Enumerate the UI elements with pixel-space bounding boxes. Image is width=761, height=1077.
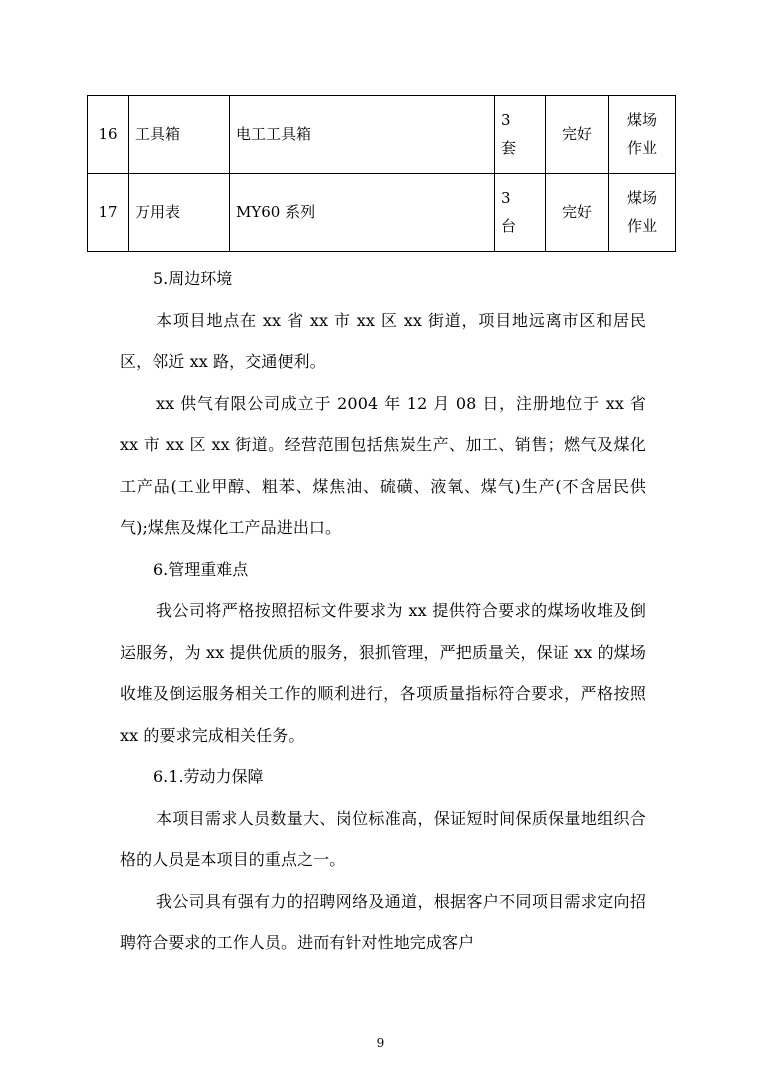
table-cell-spec: MY60 系列 bbox=[230, 174, 495, 252]
page-number: 9 bbox=[376, 1036, 385, 1050]
table-cell-use bbox=[609, 174, 676, 252]
paragraph-6-1-1: 本项目需求人员数量大、岗位标准高，保证短时间保质保量地组织合格的人员是本项目的重点之一。 bbox=[120, 808, 646, 869]
table-cell-quantity bbox=[495, 174, 546, 252]
table-cell-use bbox=[609, 96, 676, 174]
use-stack bbox=[615, 185, 669, 241]
paragraph-6-1-2: 我公司具有强有力的招聘网络及通道，根据客户不同项目需求定向招聘符合要求的工作人员。进而有针对性地完成客户 bbox=[120, 891, 646, 952]
table-cell-name: 万用表 bbox=[129, 174, 230, 252]
table-row bbox=[88, 174, 676, 252]
table-row bbox=[88, 96, 676, 174]
table-cell-name: 工具箱 bbox=[129, 96, 230, 174]
quantity-number: 3 bbox=[501, 188, 511, 207]
equipment-table bbox=[87, 95, 676, 252]
quantity-unit: 台 bbox=[501, 216, 517, 235]
quantity-number: 3 bbox=[501, 110, 511, 129]
table-cell-quantity bbox=[495, 96, 546, 174]
heading-section-6-1: 6.1.劳动力保障 bbox=[153, 767, 264, 786]
paragraph-5-2: xx 供气有限公司成立于 2004 年 12 月 08 日，注册地位于 xx 省 xx 市 xx 区 xx 街道。经营范围包括焦炭生产、加工、销售；燃气及煤化工产品(工业甲醇、粗苯、煤焦油、硫磺、液氧、煤气)生产(不含居民供气);煤焦及煤化工产品进出口。 bbox=[120, 393, 646, 537]
paragraph-5-1: 本项目地点在 xx 省 xx 市 xx 区 xx 街道，项目地远离市区和居民区，邻近 xx 路，交通便利。 bbox=[120, 310, 646, 371]
use-line-2: 作业 bbox=[626, 138, 657, 157]
paragraph-6-1: 我公司将严格按照招标文件要求为 xx 提供符合要求的煤场收堆及倒运服务，为 xx 提供优质的服务，狠抓管理，严把质量关，保证 xx 的煤场收堆及倒运服务相关工作的顺利进行，各项质量指标符合要求，严格按照 xx 的要求完成相关任务。 bbox=[120, 601, 646, 745]
table-cell-state: 完好 bbox=[546, 96, 609, 174]
document-body bbox=[120, 258, 646, 964]
equipment-table-body bbox=[88, 96, 676, 252]
table-cell-state: 完好 bbox=[546, 174, 609, 252]
heading-section-6: 6.管理重难点 bbox=[153, 559, 249, 579]
table-cell-no: 17 bbox=[88, 174, 129, 252]
use-line-1: 煤场 bbox=[626, 110, 657, 129]
quantity-stack bbox=[501, 185, 539, 241]
use-stack bbox=[615, 107, 669, 163]
quantity-stack bbox=[501, 107, 539, 163]
use-line-2: 作业 bbox=[626, 216, 657, 235]
heading-section-5: 5.周边环境 bbox=[153, 269, 233, 288]
table-cell-no: 16 bbox=[88, 96, 129, 174]
use-line-1: 煤场 bbox=[626, 188, 657, 207]
quantity-unit: 套 bbox=[501, 138, 517, 157]
table-cell-spec: 电工工具箱 bbox=[230, 96, 495, 174]
